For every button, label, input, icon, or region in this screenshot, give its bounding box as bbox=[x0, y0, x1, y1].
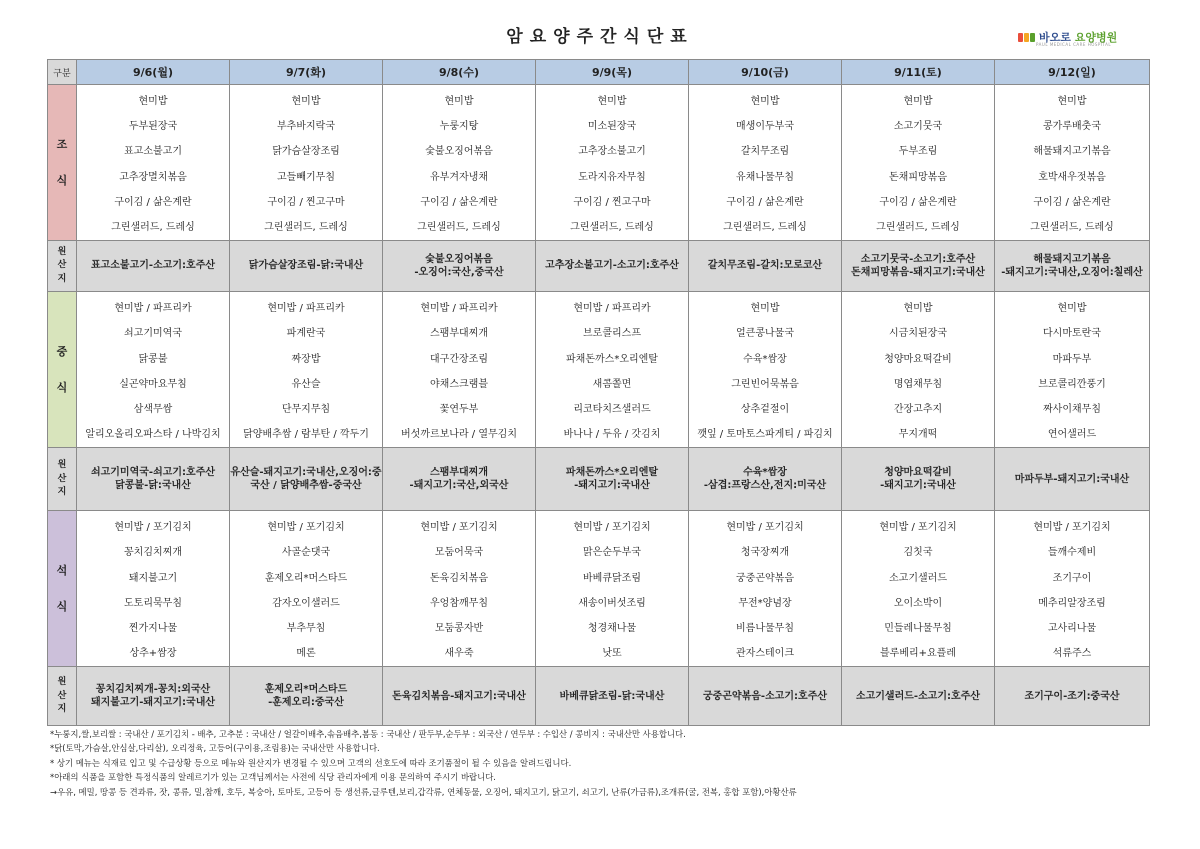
origin-label bbox=[48, 667, 77, 726]
menu-item: 바나나 / 두유 / 갓김치 bbox=[563, 429, 661, 441]
menu-item: 궁중곤약볶음 bbox=[736, 572, 794, 584]
menu-item: 관자스테이크 bbox=[736, 648, 794, 660]
menu-item: 메론 bbox=[296, 648, 316, 660]
menu-item: 수육*쌈장 bbox=[743, 353, 787, 365]
menu-item: 야채스크램블 bbox=[430, 378, 488, 390]
lunch-origin-cell: 수육*쌈장 -삼겹:프랑스산,전지:미국산 bbox=[689, 448, 842, 511]
menu-item: 소고기뭇국 bbox=[893, 121, 943, 133]
dinner-origin-cell: 궁중곤약볶음-소고기:호주산 bbox=[689, 667, 842, 726]
menu-item: 현미밥 bbox=[903, 96, 933, 107]
logo-tagline: PAUL MEDICAL CARE HOSPITAL bbox=[1036, 42, 1112, 47]
logo-brand: 바오로 bbox=[1039, 31, 1071, 44]
menu-item: 그린샐러드, 드레싱 bbox=[723, 221, 807, 233]
dinner-origin-cell: 꽁치김치찌개-꽁치:외국산 돼지불고기-돼지고기:국내산 bbox=[77, 667, 230, 726]
breakfast-cell bbox=[689, 85, 842, 241]
origin-label-text: 원산지 bbox=[57, 460, 67, 497]
menu-item: 대구간장조림 bbox=[430, 353, 488, 365]
menu-item: 간장고추지 bbox=[893, 403, 943, 415]
menu-item: 알리오올리오파스타 / 나박김치 bbox=[85, 429, 221, 441]
menu-item: 표고소불고기 bbox=[124, 146, 182, 158]
menu-item: 파계란국 bbox=[286, 328, 326, 340]
menu-item: 현미밥 / 포기김치 bbox=[420, 522, 498, 534]
menu-item: 바베큐닭조림 bbox=[583, 572, 641, 584]
menu-item: 현미밥 / 파프리카 bbox=[114, 303, 192, 315]
menu-item: 쇠고기미역국 bbox=[124, 328, 182, 340]
dinner-label bbox=[48, 511, 77, 667]
menu-item: 새우죽 bbox=[444, 648, 474, 660]
menu-item: 도토리묵무침 bbox=[124, 597, 182, 609]
logo-mark-icon bbox=[1018, 33, 1035, 42]
menu-item: 현미밥 bbox=[750, 96, 780, 107]
menu-item: 블루베리+요플레 bbox=[880, 648, 956, 660]
menu-item: 다시마토란국 bbox=[1043, 328, 1101, 340]
menu-item: 비름나물무침 bbox=[736, 623, 794, 634]
dinner-cell bbox=[383, 511, 536, 667]
menu-item: 돈채피망볶음 bbox=[889, 171, 947, 183]
menu-item: 현미밥 bbox=[1057, 303, 1087, 315]
menu-item: 조기구이 bbox=[1052, 572, 1092, 584]
menu-item: 현미밥 bbox=[750, 303, 780, 315]
menu-item: 두부된장국 bbox=[128, 121, 178, 133]
menu-item: 숯불오징어볶음 bbox=[425, 146, 493, 158]
menu-item: 맑은순두부국 bbox=[583, 547, 641, 559]
lunch-row bbox=[48, 292, 1150, 448]
breakfast-cell bbox=[842, 85, 995, 241]
menu-item: 현미밥 / 포기김치 bbox=[1033, 522, 1111, 534]
menu-item: 도라지유자무침 bbox=[578, 171, 646, 183]
menu-item: 구이김 / 삶은계란 bbox=[114, 196, 192, 208]
breakfast-origin-cell: 해물돼지고기볶음 -돼지고기:국내산,오징어:칠레산 bbox=[995, 241, 1150, 292]
weekly-menu-table bbox=[47, 59, 1150, 726]
menu-item: 무전*양념장 bbox=[738, 597, 792, 609]
menu-item: 유부겨자냉채 bbox=[430, 171, 488, 183]
menu-item: 구이김 / 삶은계란 bbox=[879, 196, 957, 208]
menu-item: 그린빈어묵볶음 bbox=[731, 378, 799, 390]
dinner-cell bbox=[536, 511, 689, 667]
breakfast-cell bbox=[536, 85, 689, 241]
menu-item: 단무지무침 bbox=[281, 403, 331, 415]
menu-item: 낫또 bbox=[602, 648, 622, 660]
menu-item: 돈육김치볶음 bbox=[430, 572, 488, 584]
breakfast-row bbox=[48, 85, 1150, 241]
menu-item: 현미밥 bbox=[444, 96, 474, 107]
menu-item: 그린샐러드, 드레싱 bbox=[570, 221, 654, 233]
menu-item: 시금치된장국 bbox=[889, 328, 947, 340]
day-header: 9/12(일) bbox=[995, 60, 1150, 85]
breakfast-origin-row bbox=[48, 241, 1150, 292]
menu-item: 그린샐러드, 드레싱 bbox=[111, 221, 195, 233]
day-header: 9/7(화) bbox=[230, 60, 383, 85]
menu-item: 현미밥 bbox=[138, 96, 168, 107]
menu-item: 소고기샐러드 bbox=[889, 572, 947, 584]
lunch-cell bbox=[230, 292, 383, 448]
menu-item: 고사리나물 bbox=[1047, 623, 1097, 634]
menu-item: 부추바지락국 bbox=[277, 121, 335, 133]
dinner-cell bbox=[77, 511, 230, 667]
lunch-label-char: 중 bbox=[56, 344, 68, 358]
menu-item: 우엉참깨무침 bbox=[430, 597, 488, 609]
logo-block-green bbox=[1030, 33, 1035, 42]
dinner-origin-row bbox=[48, 667, 1150, 726]
menu-item: 누룽지탕 bbox=[439, 121, 479, 133]
menu-item: 고추장멸치볶음 bbox=[119, 171, 187, 183]
menu-item: 메추리알장조림 bbox=[1038, 597, 1106, 609]
menu-item: 연어샐러드 bbox=[1047, 429, 1097, 441]
menu-item: 구이김 / 찐고구마 bbox=[267, 196, 345, 208]
lunch-label bbox=[48, 292, 77, 448]
lunch-origin-cell: 쇠고기미역국-쇠고기:호주산 닭콩불-닭:국내산 bbox=[77, 448, 230, 511]
menu-item: 얼큰콩나물국 bbox=[736, 328, 794, 340]
menu-item: 그린샐러드, 드레싱 bbox=[264, 221, 348, 233]
menu-item: 청경채나물 bbox=[587, 623, 637, 634]
menu-item: 구이김 / 삶은계란 bbox=[1033, 196, 1111, 208]
dinner-cell bbox=[995, 511, 1150, 667]
menu-item: 고추장소불고기 bbox=[578, 146, 646, 158]
menu-item: 실곤약마요무침 bbox=[119, 378, 187, 390]
breakfast-label-char: 조 bbox=[56, 137, 68, 151]
day-header: 9/6(월) bbox=[77, 60, 230, 85]
lunch-cell bbox=[995, 292, 1150, 448]
lunch-cell bbox=[536, 292, 689, 448]
breakfast-origin-cell: 고추장소불고기-소고기:호주산 bbox=[536, 241, 689, 292]
menu-item: 석류주스 bbox=[1052, 648, 1092, 660]
menu-item: 현미밥 / 포기김치 bbox=[573, 522, 651, 534]
menu-item: 부추무침 bbox=[286, 623, 326, 634]
breakfast-cell bbox=[77, 85, 230, 241]
menu-item: 두부조림 bbox=[898, 146, 938, 158]
menu-item: 닭가슴살장조림 bbox=[272, 146, 340, 158]
day-header: 9/10(금) bbox=[689, 60, 842, 85]
menu-item: 갈치무조림 bbox=[740, 146, 790, 158]
dinner-label-char: 석 bbox=[56, 564, 68, 578]
menu-item: 새콤쫄면 bbox=[592, 378, 632, 390]
dinner-origin-cell: 조기구이-조기:중국산 bbox=[995, 667, 1150, 726]
lunch-origin-cell: 유산슬-돼지고기:국내산,오징어:중국산 / 닭양배추쌈-중국산 bbox=[230, 448, 383, 511]
breakfast-origin-cell: 갈치무조림-갈치:모로코산 bbox=[689, 241, 842, 292]
menu-item: 모둠어묵국 bbox=[434, 547, 484, 559]
header-row bbox=[48, 60, 1150, 85]
breakfast-origin-cell: 소고기뭇국-소고기:호주산 돈채피망볶음-돼지고기:국내산 bbox=[842, 241, 995, 292]
logo-block-orange bbox=[1024, 33, 1029, 42]
menu-item: 짜사이채무침 bbox=[1043, 403, 1101, 415]
lunch-origin-cell: 마파두부-돼지고기:국내산 bbox=[995, 448, 1150, 511]
menu-item: 닭콩불 bbox=[138, 353, 168, 365]
menu-item: 훈제오리*머스타드 bbox=[264, 572, 348, 584]
menu-item: 파채돈까스*오리엔탈 bbox=[566, 353, 658, 365]
menu-item: 상추+쌈장 bbox=[129, 648, 177, 660]
menu-item: 현미밥 / 포기김치 bbox=[726, 522, 804, 534]
menu-item: 브로콜리스프 bbox=[583, 328, 641, 340]
menu-item: 무지개떡 bbox=[898, 429, 938, 441]
menu-item: 유채나물무침 bbox=[736, 171, 794, 183]
dinner-origin-cell: 바베큐닭조림-닭:국내산 bbox=[536, 667, 689, 726]
menu-item: 감자오이샐러드 bbox=[272, 597, 340, 609]
day-header: 9/8(수) bbox=[383, 60, 536, 85]
day-header: 9/9(목) bbox=[536, 60, 689, 85]
menu-item: 김칫국 bbox=[903, 547, 933, 559]
menu-item: 브로콜리깐풍기 bbox=[1038, 378, 1106, 390]
menu-item: 버섯까르보나라 / 열무김치 bbox=[401, 429, 517, 441]
breakfast-cell bbox=[995, 85, 1150, 241]
lunch-cell bbox=[842, 292, 995, 448]
menu-item: 사골순댓국 bbox=[281, 547, 331, 559]
breakfast-origin-cell: 표고소불고기-소고기:호주산 bbox=[77, 241, 230, 292]
dinner-row bbox=[48, 511, 1150, 667]
lunch-origin-cell: 스팸부대찌개 -돼지고기:국산,외국산 bbox=[383, 448, 536, 511]
menu-item: 그린샐러드, 드레싱 bbox=[417, 221, 501, 233]
menu-item: 상추겉절이 bbox=[740, 403, 790, 415]
menu-item: 민들레나물무침 bbox=[884, 623, 952, 634]
dinner-cell bbox=[842, 511, 995, 667]
lunch-origin-cell: 파채돈까스*오리엔탈 -돼지고기:국내산 bbox=[536, 448, 689, 511]
menu-item: 그린샐러드, 드레싱 bbox=[876, 221, 960, 233]
menu-item: 유산슬 bbox=[291, 378, 321, 390]
menu-item: 마파두부 bbox=[1052, 353, 1092, 365]
note-line: *누룽지,쌀,보리쌀 : 국내산 / 포기김치 - 배추, 고추분 : 국내산 / 얼갈이배추,솎음배추,봄동 : 국내산 / 판두부,순두부 : 외국산 / 연두부 : 수입산 / 콩비지 : 국내산만 사용합니다. bbox=[50, 729, 686, 739]
menu-item: 현미밥 / 포기김치 bbox=[114, 522, 192, 534]
gubun-header: 구분 bbox=[48, 60, 77, 85]
menu-item: 닭양배추쌈 / 람부탄 / 깍두기 bbox=[243, 429, 369, 441]
menu-item: 구이김 / 찐고구마 bbox=[573, 196, 651, 208]
menu-item: 미소된장국 bbox=[587, 121, 637, 133]
lunch-origin-cell: 청양마요떡갈비 -돼지고기:국내산 bbox=[842, 448, 995, 511]
menu-item: 청국장찌개 bbox=[740, 547, 790, 559]
notes-section bbox=[50, 727, 1150, 799]
menu-item: 현미밥 / 파프리카 bbox=[420, 303, 498, 315]
menu-item: 스팸부대찌개 bbox=[430, 328, 488, 340]
menu-item: 매생이두부국 bbox=[736, 121, 794, 133]
origin-label bbox=[48, 241, 77, 292]
menu-item: 꽁치김치찌개 bbox=[124, 547, 182, 559]
menu-item: 구이김 / 삶은계란 bbox=[726, 196, 804, 208]
lunch-origin-row bbox=[48, 448, 1150, 511]
menu-item: 현미밥 / 포기김치 bbox=[879, 522, 957, 534]
breakfast-cell bbox=[230, 85, 383, 241]
menu-item: 현미밥 / 포기김치 bbox=[267, 522, 345, 534]
menu-item: 구이김 / 삶은계란 bbox=[420, 196, 498, 208]
menu-item: 삼색무쌈 bbox=[133, 403, 173, 415]
note-line: * 상기 메뉴는 식재료 입고 및 수급상황 등으로 메뉴와 원산지가 변경될 수 있으며 고객의 선호도에 따라 조기품절이 될 수 있음을 알려드립니다. bbox=[50, 757, 572, 768]
dinner-cell bbox=[689, 511, 842, 667]
menu-item: 모둠콩자반 bbox=[434, 623, 484, 634]
menu-item: 고들빼기무침 bbox=[277, 171, 335, 183]
menu-item: 현미밥 bbox=[1057, 96, 1087, 107]
page-title: 암요양주간식단표 bbox=[506, 27, 694, 47]
menu-item: 현미밥 / 파프리카 bbox=[573, 303, 651, 315]
dinner-origin-cell: 소고기샐러드-소고기:호주산 bbox=[842, 667, 995, 726]
dinner-origin-cell: 돈육김치볶음-돼지고기:국내산 bbox=[383, 667, 536, 726]
note-line: →우유, 메밀, 땅콩 등 견과류, 잣, 콩류, 밀,참깨, 호두, 복숭아, 토마토, 고등어 등 생선류,글루텐,보리,갑각류, 연체동물, 오징어, 돼지고기, 닭고기, 쇠고기, 난류(가금류),조개류(굴, 전복, 홍합 포함),아황산류 bbox=[50, 786, 797, 797]
breakfast-cell bbox=[383, 85, 536, 241]
note-line: *아래의 식품을 포함한 특정식품의 알레르기가 있는 고객님께서는 사전에 식당 관리자에게 이용 문의하여 주시기 바랍니다. bbox=[50, 772, 496, 783]
breakfast-origin-cell: 숯불오징어볶음 -오징어:국산,중국산 bbox=[383, 241, 536, 292]
breakfast-origin-cell: 닭가슴살장조림-닭:국내산 bbox=[230, 241, 383, 292]
lunch-cell bbox=[77, 292, 230, 448]
menu-item: 해물돼지고기볶음 bbox=[1033, 146, 1111, 158]
menu-item: 찐가지나물 bbox=[128, 623, 178, 634]
lunch-cell bbox=[689, 292, 842, 448]
menu-item: 명엽채무침 bbox=[893, 378, 943, 390]
origin-label-text: 원산지 bbox=[57, 677, 67, 715]
breakfast-label bbox=[48, 85, 77, 241]
menu-item: 현미밥 / 파프리카 bbox=[267, 303, 345, 315]
menu-item: 현미밥 bbox=[291, 96, 321, 107]
menu-item: 깻잎 / 토마토스파게티 / 파김치 bbox=[697, 429, 833, 441]
day-header: 9/11(토) bbox=[842, 60, 995, 85]
dinner-origin-cell: 훈제오리*머스타드 -훈제오리:중국산 bbox=[230, 667, 383, 726]
menu-item: 현미밥 bbox=[597, 96, 627, 107]
lunch-cell bbox=[383, 292, 536, 448]
menu-item: 짜장밥 bbox=[291, 353, 321, 365]
menu-item: 들깨수제비 bbox=[1047, 547, 1097, 559]
dinner-label-char: 식 bbox=[56, 599, 68, 613]
menu-item: 꽃연두부 bbox=[439, 403, 479, 415]
dinner-cell bbox=[230, 511, 383, 667]
menu-item: 새송이버섯조림 bbox=[578, 597, 646, 609]
menu-item: 청양마요떡갈비 bbox=[884, 353, 952, 365]
menu-item: 호박새우젓볶음 bbox=[1038, 171, 1106, 183]
logo-suffix: 요양병원 bbox=[1074, 31, 1118, 44]
origin-label-text: 원산지 bbox=[57, 246, 67, 284]
menu-item: 돼지불고기 bbox=[128, 572, 178, 584]
menu-item: 오이소박이 bbox=[893, 597, 943, 609]
menu-item: 리코타치즈샐러드 bbox=[573, 403, 651, 415]
menu-item: 현미밥 bbox=[903, 303, 933, 315]
lunch-label-char: 식 bbox=[56, 380, 68, 394]
logo-block-red bbox=[1018, 33, 1023, 42]
origin-label bbox=[48, 448, 77, 511]
note-line: *닭(토막,가슴살,안심살,다리살), 오리정육, 고등어(구이용,조림용)는 국내산만 사용합니다. bbox=[50, 743, 380, 754]
menu-item: 그린샐러드, 드레싱 bbox=[1030, 221, 1114, 233]
breakfast-label-char: 식 bbox=[56, 173, 68, 187]
menu-item: 콩가루배춧국 bbox=[1043, 121, 1101, 133]
